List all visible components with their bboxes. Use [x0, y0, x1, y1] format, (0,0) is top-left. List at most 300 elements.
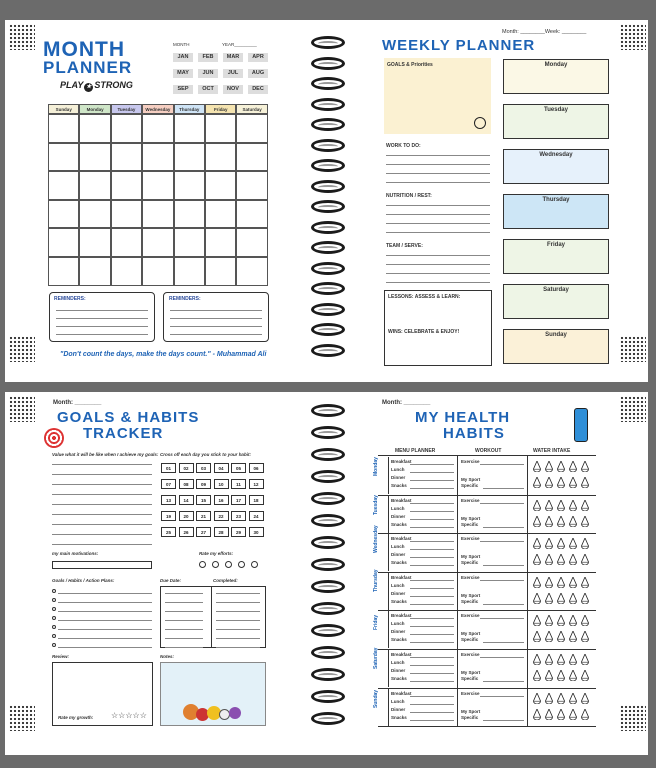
meal-label: Snacks	[391, 521, 407, 527]
water-drop-icon[interactable]	[581, 615, 589, 626]
calendar-cell[interactable]	[236, 114, 267, 143]
specific-label: Specific	[461, 714, 479, 720]
month-option[interactable]: JUN	[198, 69, 218, 78]
calendar-cell[interactable]	[205, 171, 236, 200]
water-drop-icon[interactable]	[545, 631, 553, 642]
meal-label: Dinner	[391, 629, 406, 635]
spiral-binding	[311, 426, 345, 439]
water-drop-icon[interactable]	[581, 709, 589, 720]
month-option[interactable]: JAN	[173, 53, 193, 62]
spiral-binding	[311, 624, 345, 637]
water-drop-icon[interactable]	[569, 500, 577, 511]
habit-day-box[interactable]: 17	[231, 495, 246, 505]
calendar-cell[interactable]	[205, 257, 236, 286]
reminders-label: REMINDERS:	[54, 296, 86, 302]
month-option[interactable]: SEP	[173, 85, 193, 94]
water-drop-icon[interactable]	[533, 477, 541, 488]
dot-pattern	[620, 24, 646, 50]
month-option[interactable]: JUL	[223, 69, 243, 78]
spiral-binding	[311, 690, 345, 703]
health-day-label	[373, 639, 379, 669]
calendar-cell[interactable]	[79, 200, 110, 229]
sport-label: My Sport	[461, 515, 481, 521]
water-drop-icon[interactable]	[557, 461, 565, 472]
water-drop-icon[interactable]	[545, 593, 553, 604]
calendar-cell[interactable]	[174, 257, 205, 286]
exercise-label: Exercise	[461, 497, 480, 503]
spiral-binding	[311, 36, 345, 49]
water-drop-icon[interactable]	[533, 593, 541, 604]
water-drop-icon[interactable]	[533, 693, 541, 704]
meal-label: Breakfast	[391, 536, 412, 542]
water-drop-icon[interactable]	[557, 670, 565, 681]
goals-month-label: Month: ________	[53, 400, 102, 406]
water-drop-icon[interactable]	[569, 577, 577, 588]
calendar-cell[interactable]	[142, 257, 173, 286]
calendar-cell[interactable]	[48, 257, 79, 286]
dot-pattern	[9, 24, 35, 50]
water-drop-icon[interactable]	[533, 538, 541, 549]
month-option[interactable]: MAR	[223, 53, 243, 62]
notes-label: Notes:	[160, 654, 175, 659]
habit-day-box[interactable]: 13	[161, 495, 176, 505]
year-label: YEAR_________	[222, 42, 257, 47]
water-drop-icon[interactable]	[569, 554, 577, 565]
specific-label: Specific	[461, 676, 479, 681]
water-drop-icon[interactable]	[569, 516, 577, 527]
water-drop-icon[interactable]	[569, 709, 577, 720]
water-drop-icon[interactable]	[581, 577, 589, 588]
dot-pattern	[620, 705, 646, 731]
health-day-text: Friday	[373, 615, 379, 631]
month-option[interactable]: FEB	[198, 53, 218, 62]
water-drop-icon[interactable]	[569, 631, 577, 642]
weekly-day-label: Saturday	[543, 287, 569, 293]
water-drop-icon[interactable]	[557, 631, 565, 642]
effort-circle[interactable]	[212, 561, 219, 568]
water-drop-icon[interactable]	[569, 477, 577, 488]
calendar-cell[interactable]	[236, 143, 267, 172]
health-day-label	[373, 485, 379, 515]
water-drop-icon[interactable]	[557, 554, 565, 565]
calendar-cell[interactable]	[79, 228, 110, 257]
month-option[interactable]: OCT	[198, 85, 218, 94]
health-day-text: Monday	[373, 457, 379, 476]
weekly-planner-title: WEEKLY PLANNER	[382, 37, 536, 54]
exercise-label: Exercise	[461, 652, 480, 657]
review-label: Review:	[52, 654, 70, 659]
spiral-binding	[311, 470, 345, 483]
calendar-cell[interactable]	[205, 200, 236, 229]
sport-label: My Sport	[461, 631, 481, 637]
water-drop-icon[interactable]	[533, 670, 541, 681]
calendar-cell[interactable]	[111, 171, 142, 200]
water-bottle-icon	[574, 408, 588, 442]
water-drop-icon[interactable]	[569, 693, 577, 704]
month-option[interactable]: APR	[248, 53, 268, 62]
habit-day-box[interactable]: 05	[231, 463, 246, 473]
habit-day-box[interactable]: 29	[231, 527, 246, 537]
spiral-binding	[311, 200, 345, 213]
habit-day-box[interactable]: 02	[179, 463, 194, 473]
water-drop-icon[interactable]	[533, 654, 541, 665]
effort-circle[interactable]	[199, 561, 206, 568]
calendar-cell[interactable]	[142, 114, 173, 143]
calendar-cell[interactable]	[205, 114, 236, 143]
water-drop-icon[interactable]	[533, 554, 541, 565]
water-drop-icon[interactable]	[557, 500, 565, 511]
dot-pattern	[620, 336, 646, 362]
spiral-binding	[311, 180, 345, 193]
exercise-label: Exercise	[461, 690, 480, 696]
health-day-text: Tuesday	[373, 494, 379, 515]
meal-label: Dinner	[391, 668, 406, 673]
health-day-label	[373, 446, 379, 476]
sport-label: My Sport	[461, 708, 481, 714]
habit-day-box[interactable]: 18	[249, 495, 264, 505]
brand-text: STRONG	[94, 80, 133, 90]
spiral-binding	[311, 558, 345, 571]
effort-circle[interactable]	[225, 561, 232, 568]
water-drop-icon[interactable]	[557, 593, 565, 604]
meal-label: Breakfast	[391, 497, 412, 503]
weekly-day-label: Tuesday	[544, 107, 568, 113]
health-day-label	[373, 562, 379, 592]
spiral-binding	[311, 344, 345, 357]
water-drop-icon[interactable]	[545, 500, 553, 511]
water-drop-icon[interactable]	[545, 670, 553, 681]
sport-label: My Sport	[461, 592, 481, 598]
meal-label: Snacks	[391, 714, 407, 720]
spiral-binding	[311, 221, 345, 234]
specific-label: Specific	[461, 560, 479, 566]
water-drop-icon[interactable]	[569, 593, 577, 604]
calendar-cell[interactable]	[79, 114, 110, 143]
calendar-cell[interactable]	[174, 114, 205, 143]
habit-day-box[interactable]: 06	[249, 463, 264, 473]
water-drop-icon[interactable]	[581, 593, 589, 604]
weekly-day-label: Thursday	[542, 197, 570, 203]
why-label: Value what it will be like when I achieve my goals:	[52, 452, 159, 457]
calendar-cell[interactable]	[174, 228, 205, 257]
calendar-cell[interactable]	[142, 228, 173, 257]
water-drop-icon[interactable]	[581, 554, 589, 565]
health-day-text: Saturday	[373, 647, 379, 669]
habit-day-box[interactable]: 03	[196, 463, 211, 473]
meal-label: Dinner	[391, 475, 406, 480]
habit-day-box[interactable]: 01	[161, 463, 176, 473]
completed-label: Completed:	[213, 578, 238, 583]
month-option[interactable]: NOV	[223, 85, 243, 94]
water-drop-icon[interactable]	[557, 654, 565, 665]
calendar-cell[interactable]	[111, 114, 142, 143]
calendar-cell[interactable]	[48, 143, 79, 172]
calendar-cell[interactable]	[142, 200, 173, 229]
water-drop-icon[interactable]	[533, 631, 541, 642]
weekly-day-box[interactable]	[503, 59, 609, 94]
nutrition-label: NUTRITION / REST:	[386, 193, 432, 199]
calendar-cell[interactable]	[142, 171, 173, 200]
due-label: Due Date:	[160, 578, 182, 583]
spiral-binding	[311, 118, 345, 131]
water-drop-icon[interactable]	[545, 577, 553, 588]
meal-label: Snacks	[391, 483, 407, 488]
habit-day-box[interactable]: 28	[214, 527, 229, 537]
lessons-label: LESSONS: ASSESS & LEARN:	[388, 294, 461, 300]
habit-day-box[interactable]: 26	[179, 527, 194, 537]
star-icon: ★	[86, 84, 92, 90]
water-drop-icon[interactable]	[569, 670, 577, 681]
weekly-day-box[interactable]	[503, 329, 609, 364]
lessons-box[interactable]	[384, 290, 492, 366]
effort-circle[interactable]	[251, 561, 258, 568]
weekly-day-box[interactable]	[503, 104, 609, 139]
weekly-day-label: Monday	[544, 62, 568, 68]
spiral-binding	[311, 580, 345, 593]
water-drop-icon[interactable]	[545, 461, 553, 472]
quote: "Don't count the days, make the days count." - Muhammad Ali	[60, 351, 267, 358]
health-day-text: Thursday	[373, 569, 379, 592]
calendar-cell[interactable]	[48, 228, 79, 257]
spiral-binding	[311, 77, 345, 90]
water-drop-icon[interactable]	[533, 615, 541, 626]
month-option[interactable]: DEC	[248, 85, 268, 94]
spiral-binding	[311, 282, 345, 295]
calendar-cell[interactable]	[79, 257, 110, 286]
habit-day-box[interactable]: 10	[214, 479, 229, 489]
spiral-binding	[311, 602, 345, 615]
calendar-cell[interactable]	[48, 200, 79, 229]
weekly-day-box[interactable]	[503, 284, 609, 319]
meal-label: Lunch	[391, 544, 405, 550]
water-drop-icon[interactable]	[581, 477, 589, 488]
health-day-label	[373, 678, 379, 708]
meal-label: Dinner	[391, 706, 406, 712]
meal-label: Breakfast	[391, 652, 412, 657]
calendar-day-header: Sunday	[48, 104, 79, 114]
cross-label: Cross off each day you stick to your habit:	[160, 452, 251, 457]
meal-label: Lunch	[391, 582, 405, 588]
water-drop-icon[interactable]	[557, 693, 565, 704]
water-drop-icon[interactable]	[569, 461, 577, 472]
calendar-cell[interactable]	[111, 228, 142, 257]
spiral-binding	[311, 514, 345, 527]
spiral-binding	[311, 536, 345, 549]
month-option[interactable]: MAY	[173, 69, 193, 78]
spiral-binding	[311, 668, 345, 681]
water-drop-icon[interactable]	[581, 631, 589, 642]
calendar-day-header: Wednesday	[142, 104, 173, 114]
spiral-binding	[311, 303, 345, 316]
habit-day-box[interactable]: 30	[249, 527, 264, 537]
water-drop-icon[interactable]	[581, 670, 589, 681]
habit-day-box[interactable]: 14	[179, 495, 194, 505]
habit-day-box[interactable]: 22	[214, 511, 229, 521]
habit-day-box[interactable]: 16	[214, 495, 229, 505]
dot-pattern	[9, 705, 35, 731]
month-option[interactable]: AUG	[248, 69, 268, 78]
health-day-text: Sunday	[373, 689, 379, 708]
health-title: MY HEALTH	[415, 409, 511, 426]
calendar-day-header: Thursday	[174, 104, 205, 114]
calendar-cell[interactable]	[111, 143, 142, 172]
water-drop-icon[interactable]	[581, 500, 589, 511]
habit-day-box[interactable]: 27	[196, 527, 211, 537]
calendar-cell[interactable]	[174, 200, 205, 229]
habit-day-box[interactable]: 08	[179, 479, 194, 489]
water-drop-icon[interactable]	[545, 477, 553, 488]
calendar-cell[interactable]	[205, 143, 236, 172]
spiral-binding	[311, 262, 345, 275]
water-drop-icon[interactable]	[545, 693, 553, 704]
water-drop-icon[interactable]	[569, 538, 577, 549]
habit-day-box[interactable]: 24	[249, 511, 264, 521]
calendar-cell[interactable]	[174, 143, 205, 172]
calendar-cell[interactable]	[236, 228, 267, 257]
spiral-binding	[311, 492, 345, 505]
health-day-text: Wednesday	[373, 525, 379, 554]
meal-label: Dinner	[391, 552, 406, 558]
weekly-day-box[interactable]	[503, 239, 609, 274]
water-drop-icon[interactable]	[557, 615, 565, 626]
exercise-label: Exercise	[461, 536, 480, 542]
water-drop-icon[interactable]	[545, 538, 553, 549]
rating-stars[interactable]: ☆☆☆☆☆	[111, 711, 147, 720]
habit-day-box[interactable]: 19	[161, 511, 176, 521]
habit-day-box[interactable]: 25	[161, 527, 176, 537]
meal-label: Breakfast	[391, 574, 412, 580]
water-drop-icon[interactable]	[557, 516, 565, 527]
water-drop-icon[interactable]	[533, 577, 541, 588]
brand-text: PLAY	[60, 80, 84, 90]
habit-day-box[interactable]: 20	[179, 511, 194, 521]
meal-label: Dinner	[391, 590, 406, 596]
rate-label: Rate my growth:	[58, 715, 94, 720]
water-drop-icon[interactable]	[545, 516, 553, 527]
specific-label: Specific	[461, 637, 479, 643]
effort-circle[interactable]	[238, 561, 245, 568]
spiral-binding	[311, 712, 345, 725]
habit-day-box[interactable]: 15	[196, 495, 211, 505]
water-drop-icon[interactable]	[545, 554, 553, 565]
water-drop-icon[interactable]	[581, 461, 589, 472]
water-drop-icon[interactable]	[581, 516, 589, 527]
calendar-cell[interactable]	[236, 171, 267, 200]
habit-day-box[interactable]: 21	[196, 511, 211, 521]
calendar-cell[interactable]	[79, 143, 110, 172]
habit-day-box[interactable]: 09	[196, 479, 211, 489]
spiral-binding	[311, 159, 345, 172]
water-drop-icon[interactable]	[533, 709, 541, 720]
water-drop-icon[interactable]	[545, 709, 553, 720]
spiral-binding	[311, 448, 345, 461]
weekly-day-label: Friday	[546, 242, 565, 248]
reminders-label: REMINDERS:	[169, 296, 201, 302]
meal-label: Lunch	[391, 505, 405, 511]
water-drop-icon[interactable]	[533, 500, 541, 511]
calendar-cell[interactable]	[48, 114, 79, 143]
weekly-day-box[interactable]	[503, 194, 609, 229]
exercise-label: Exercise	[461, 574, 480, 580]
dot-pattern	[9, 396, 35, 422]
water-drop-icon[interactable]	[569, 654, 577, 665]
sport-label: My Sport	[461, 477, 481, 482]
calendar-cell[interactable]	[236, 200, 267, 229]
exercise-label: Exercise	[461, 459, 480, 464]
calendar-day-header: Friday	[205, 104, 236, 114]
motivation-field[interactable]	[52, 561, 152, 569]
clock-icon	[474, 117, 486, 129]
sport-label: My Sport	[461, 554, 481, 560]
month-label: MONTH	[173, 42, 190, 47]
water-drop-icon[interactable]	[545, 654, 553, 665]
water-drop-icon[interactable]	[533, 516, 541, 527]
health-day-label	[373, 600, 379, 630]
water-drop-icon[interactable]	[581, 538, 589, 549]
health-day-label	[373, 523, 379, 553]
spiral-binding	[311, 57, 345, 70]
dot-pattern	[9, 336, 35, 362]
dot-pattern	[620, 396, 646, 422]
water-drop-icon[interactable]	[557, 577, 565, 588]
calendar-cell[interactable]	[111, 200, 142, 229]
water-drop-icon[interactable]	[533, 461, 541, 472]
calendar-cell[interactable]	[174, 171, 205, 200]
water-drop-icon[interactable]	[557, 538, 565, 549]
water-drop-icon[interactable]	[545, 615, 553, 626]
habit-day-box[interactable]: 04	[214, 463, 229, 473]
tracker-title: TRACKER	[83, 425, 164, 442]
brand-logo	[60, 80, 133, 92]
meal-label: Lunch	[391, 698, 405, 704]
calendar-day-header: Tuesday	[111, 104, 142, 114]
habit-day-box[interactable]: 07	[161, 479, 176, 489]
water-drop-icon[interactable]	[581, 693, 589, 704]
goals-label: GOALS & Priorities	[387, 62, 433, 68]
weekly-day-box[interactable]	[503, 149, 609, 184]
spiral-binding	[311, 323, 345, 336]
meal-label: Snacks	[391, 637, 407, 643]
water-drop-icon[interactable]	[557, 477, 565, 488]
meal-label: Snacks	[391, 676, 407, 681]
sports-balls-image	[183, 700, 243, 722]
calendar-cell[interactable]	[142, 143, 173, 172]
meal-label: Snacks	[391, 598, 407, 604]
sport-label: My Sport	[461, 670, 481, 675]
specific-label: Specific	[461, 483, 479, 488]
health-month-label: Month: ________	[382, 400, 431, 406]
efforts-label: Rate my efforts:	[199, 551, 234, 556]
meal-label: Dinner	[391, 513, 406, 519]
calendar-cell[interactable]	[79, 171, 110, 200]
meal-label: Snacks	[391, 560, 407, 566]
water-drop-icon[interactable]	[581, 654, 589, 665]
habit-day-box[interactable]: 23	[231, 511, 246, 521]
calendar-day-header: Saturday	[236, 104, 267, 114]
spiral-binding	[311, 98, 345, 111]
water-drop-icon[interactable]	[557, 709, 565, 720]
meal-label: Lunch	[391, 660, 405, 665]
water-drop-icon[interactable]	[569, 615, 577, 626]
calendar-cell[interactable]	[111, 257, 142, 286]
meal-label: Lunch	[391, 467, 405, 472]
calendar-cell[interactable]	[236, 257, 267, 286]
calendar-cell[interactable]	[205, 228, 236, 257]
habit-day-box[interactable]: 12	[249, 479, 264, 489]
calendar-cell[interactable]	[48, 171, 79, 200]
spiral-binding	[311, 646, 345, 659]
habit-day-box[interactable]: 11	[231, 479, 246, 489]
